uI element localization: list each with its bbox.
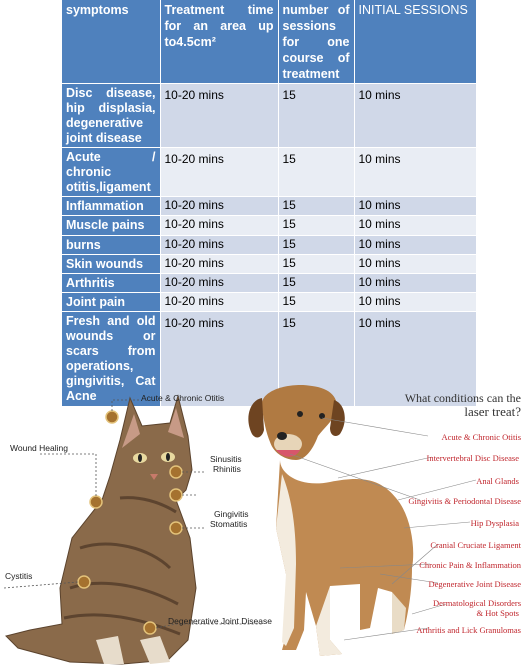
time-cell: 10-20 mins	[160, 197, 278, 216]
table-row	[62, 236, 476, 255]
dog-condition: Hip Dysplasia	[470, 518, 519, 528]
time-cell: 10-20 mins	[160, 255, 278, 274]
time-cell: 10-20 mins	[160, 274, 278, 293]
table-row	[62, 84, 476, 148]
cat-label-wound-healing: Wound Healing	[10, 443, 68, 453]
initial-cell: 10 mins	[354, 312, 476, 407]
sessions-cell: 15	[278, 255, 354, 274]
treatment-table	[62, 0, 477, 407]
dog-condition: Degenerative Joint Disease	[428, 579, 521, 589]
table-row	[62, 197, 476, 216]
initial-cell: 10 mins	[354, 84, 476, 148]
header-symptoms: symptoms	[62, 0, 160, 84]
dog-condition: Dermatological Disorders	[432, 598, 521, 608]
table-row	[62, 216, 476, 236]
sessions-cell: 15	[278, 236, 354, 255]
dog-condition: Acute & Chronic Otitis	[441, 432, 521, 442]
initial-cell: 10 mins	[354, 293, 476, 312]
table-row	[62, 274, 476, 293]
cat-label-rhinitis: Rhinitis	[213, 464, 241, 474]
dog-condition: & Hot Spots	[476, 608, 519, 618]
sessions-cell: 15	[278, 197, 354, 216]
sessions-cell: 15	[278, 216, 354, 236]
time-cell: 10-20 mins	[160, 312, 278, 407]
cat-label-acute-otitis: Acute & Chronic Otitis	[141, 393, 225, 403]
table-row	[62, 255, 476, 274]
sessions-cell: 15	[278, 84, 354, 148]
symptom-cell: Acute / chronic otitis,ligament	[62, 148, 160, 197]
sessions-cell: 15	[278, 312, 354, 407]
symptom-cell: Joint pain	[62, 293, 160, 312]
dog-condition: Anal Glands	[476, 476, 519, 486]
initial-cell: 10 mins	[354, 197, 476, 216]
dog-image	[248, 385, 413, 656]
dog-condition: Cranial Cruciate Ligament	[430, 540, 521, 550]
time-cell: 10-20 mins	[160, 236, 278, 255]
time-cell: 10-20 mins	[160, 84, 278, 148]
dog-condition: Intervertebral Disc Disease	[426, 453, 519, 463]
dog-panel-title	[405, 392, 521, 418]
cat-label-sinusitis: Sinusitis	[210, 454, 242, 464]
symptom-cell: Skin wounds	[62, 255, 160, 274]
time-cell: 10-20 mins	[160, 148, 278, 197]
initial-cell: 10 mins	[354, 255, 476, 274]
cat-label-cystitis: Cystitis	[5, 571, 33, 581]
table-header-row	[62, 0, 476, 84]
symptom-cell: Fresh and old wounds or scars from operations, gingivitis, Cat Acne	[62, 312, 160, 407]
initial-cell: 10 mins	[354, 236, 476, 255]
cat-label-stomatitis: Stomatitis	[210, 519, 248, 529]
time-cell: 10-20 mins	[160, 293, 278, 312]
header-number-of-sessions: number of sessions for one course of treatment	[278, 0, 354, 84]
dog-condition: Gingivitis & Periodontal Disease	[408, 496, 521, 506]
symptom-cell: Muscle pains	[62, 216, 160, 236]
sessions-cell: 15	[278, 274, 354, 293]
time-cell: 10-20 mins	[160, 216, 278, 236]
cat-label-degenerative: Degenerative Joint Disease	[168, 616, 272, 626]
cat-label-gingivitis: Gingivitis	[214, 509, 249, 519]
table-row	[62, 148, 476, 197]
header-treatment-time: Treatment time for an area up to4.5cm²	[160, 0, 278, 84]
dog-title-line1: What conditions can the	[404, 391, 521, 405]
symptom-cell: burns	[62, 236, 160, 255]
sessions-cell: 15	[278, 148, 354, 197]
dog-condition: Chronic Pain & Inflammation	[419, 560, 521, 570]
symptom-cell: Disc disease, hip displasia, degenerative joint disease	[62, 84, 160, 148]
dog-condition: Arthritis and Lick Granulomas	[416, 625, 521, 635]
laser-conditions-illustration	[0, 378, 527, 669]
sessions-cell: 15	[278, 293, 354, 312]
symptom-cell: Arthritis	[62, 274, 160, 293]
initial-cell: 10 mins	[354, 148, 476, 197]
initial-cell: 10 mins	[354, 274, 476, 293]
initial-cell: 10 mins	[354, 216, 476, 236]
header-initial-sessions: INITIAL SESSIONS	[354, 0, 476, 84]
symptom-cell: Inflammation	[62, 197, 160, 216]
table-row	[62, 293, 476, 312]
dog-title-line2: laser treat?	[464, 404, 521, 419]
